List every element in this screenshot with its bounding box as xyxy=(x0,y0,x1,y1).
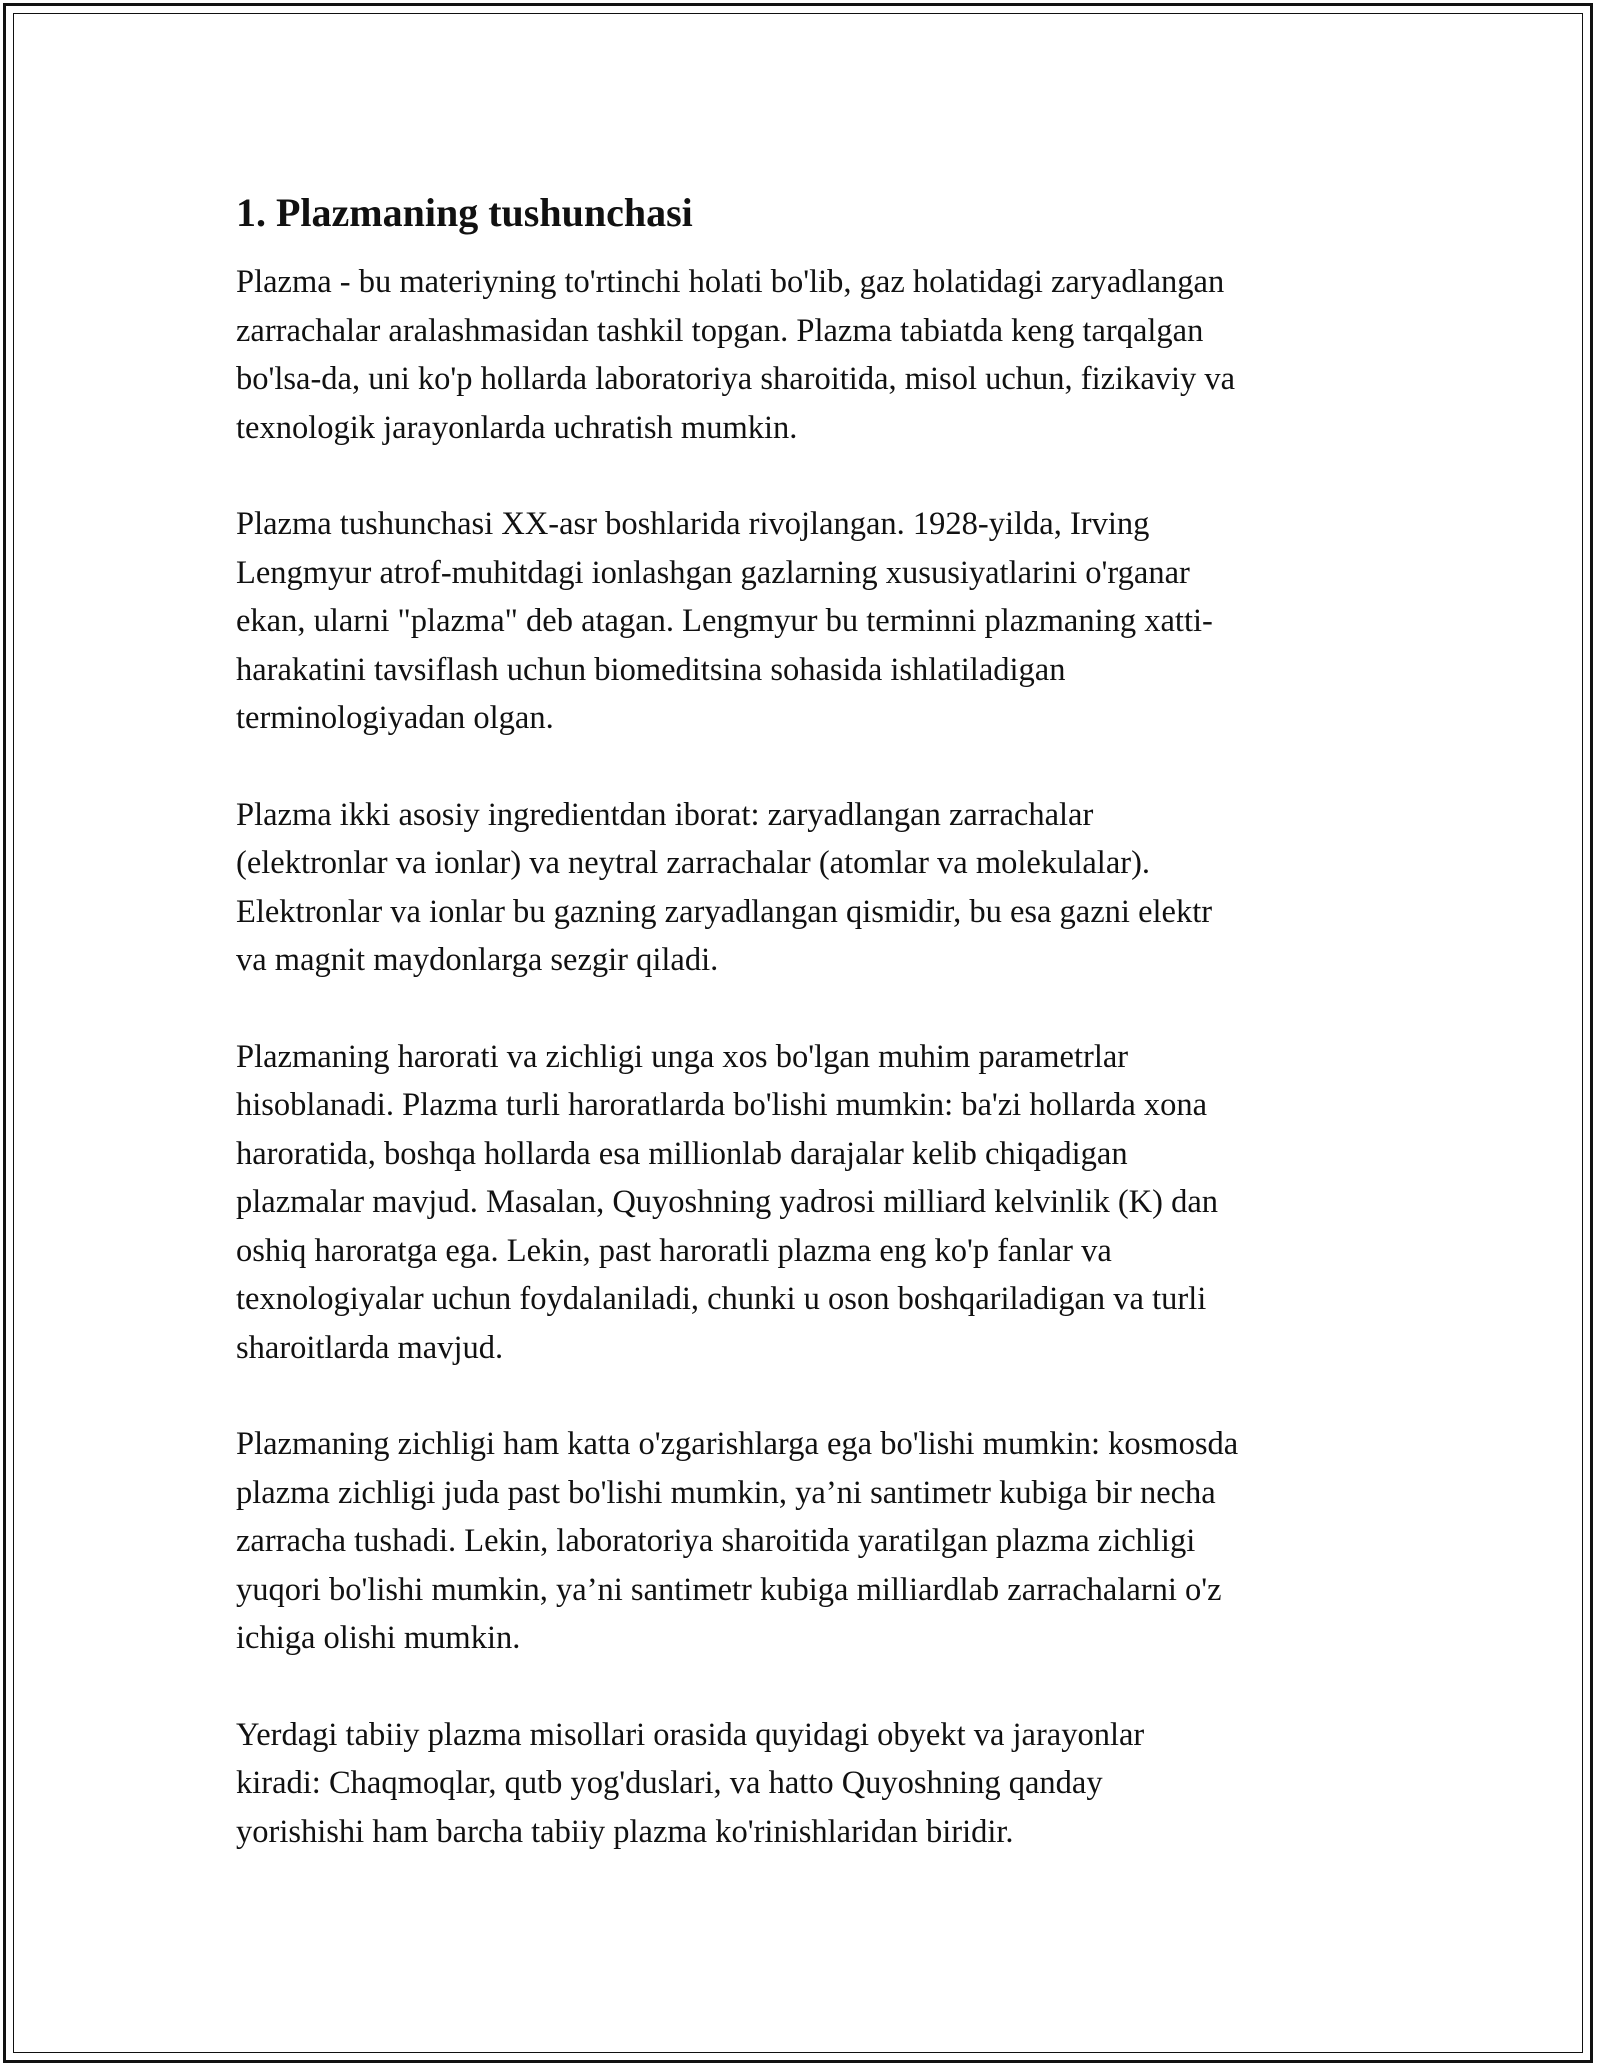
paragraph-5 xyxy=(236,1420,1376,1663)
paragraph-3 xyxy=(236,791,1376,985)
text-line: Lengmyur atrof-muhitdagi ionlashgan gazlarning xususiyatlarini o'rganar xyxy=(236,554,1190,591)
paragraph-2 xyxy=(236,500,1376,743)
text-line: texnologiyalar uchun foydalaniladi, chunki u oson boshqariladigan va turli xyxy=(236,1281,1207,1317)
text-line: Plazma ikki asosiy ingredientdan iborat: zaryadlangan zarrachalar xyxy=(236,796,1094,833)
text-line: Plazmaning harorati va zichligi unga xos bo'lgan muhim parametrlar xyxy=(236,1038,1129,1075)
text-line: plazmalar mavjud. Masalan, Quyoshning yadrosi milliard kelvinlik (K) dan xyxy=(236,1184,1218,1220)
text-line: Plazmaning zichligi ham katta o'zgarishlarga ega bo'lishi mumkin: kosmosda xyxy=(236,1426,1239,1462)
text-line: ichiga olishi mumkin. xyxy=(236,1620,521,1656)
text-line: plazma zichligi juda past bo'lishi mumkin, ya’ni santimetr kubiga bir necha xyxy=(236,1474,1216,1511)
text-line: terminologiyadan olgan. xyxy=(236,700,554,736)
text-line: (elektronlar va ionlar) va neytral zarrachalar (atomlar va molekulalar). xyxy=(236,845,1151,881)
paragraph-4 xyxy=(236,1033,1376,1373)
text-line: Yerdagi tabiiy plazma misollari orasida quyidagi obyekt va jarayonlar xyxy=(236,1716,1145,1753)
text-line: kiradi: Chaqmoqlar, qutb yog'duslari, va hatto Quyoshning qanday xyxy=(236,1765,1103,1801)
text-line: harakatini tavsiflash uchun biomeditsina sohasida ishlatiladigan xyxy=(236,651,1066,688)
text-line: zarrachalar aralashmasidan tashkil topgan. Plazma tabiatda keng tarqalgan xyxy=(236,312,1204,349)
text-line: Plazma - bu materiyning to'rtinchi holati bo'lib, gaz holatidagi zaryadlangan xyxy=(236,264,1225,300)
text-line: va magnit maydonlarga sezgir qiladi. xyxy=(236,942,719,978)
paragraph-list xyxy=(236,258,1376,1856)
paragraph-1 xyxy=(236,258,1376,452)
text-line: sharoitlarda mavjud. xyxy=(236,1329,504,1366)
text-line: haroratida, boshqa hollarda esa millionlab darajalar kelib chiqadigan xyxy=(236,1135,1128,1172)
text-line: Plazma tushunchasi XX-asr boshlarida rivojlangan. 1928-yilda, Irving xyxy=(236,506,1150,542)
text-line: hisoblanadi. Plazma turli haroratlarda bo'lishi mumkin: ba'zi hollarda xona xyxy=(236,1087,1208,1123)
text-line: ekan, ularni "plazma" deb atagan. Lengmyur bu terminni plazmaning xatti- xyxy=(236,603,1213,639)
text-line: yorishishi ham barcha tabiiy plazma ko'rinishlaridan biridir. xyxy=(236,1813,1014,1850)
text-line: Elektronlar va ionlar bu gazning zaryadlangan qismidir, bu esa gazni elektr xyxy=(236,893,1213,930)
paragraph-6 xyxy=(236,1711,1376,1857)
text-line: zarracha tushadi. Lekin, laboratoriya sharoitida yaratilgan plazma zichligi xyxy=(236,1523,1196,1559)
document-body xyxy=(236,188,1376,1904)
text-line: bo'lsa-da, uni ko'p hollarda laboratoriya sharoitida, misol uchun, fizikaviy va xyxy=(236,361,1236,397)
text-line: oshiq haroratga ega. Lekin, past haroratli plazma eng ko'p fanlar va xyxy=(236,1232,1112,1269)
text-line: texnologik jarayonlarda uchratish mumkin. xyxy=(236,409,798,446)
section-heading: 1. Plazmaning tushunchasi xyxy=(236,190,693,235)
text-line: yuqori bo'lishi mumkin, ya’ni santimetr kubiga milliardlab zarrachalarni o'z xyxy=(236,1571,1222,1608)
